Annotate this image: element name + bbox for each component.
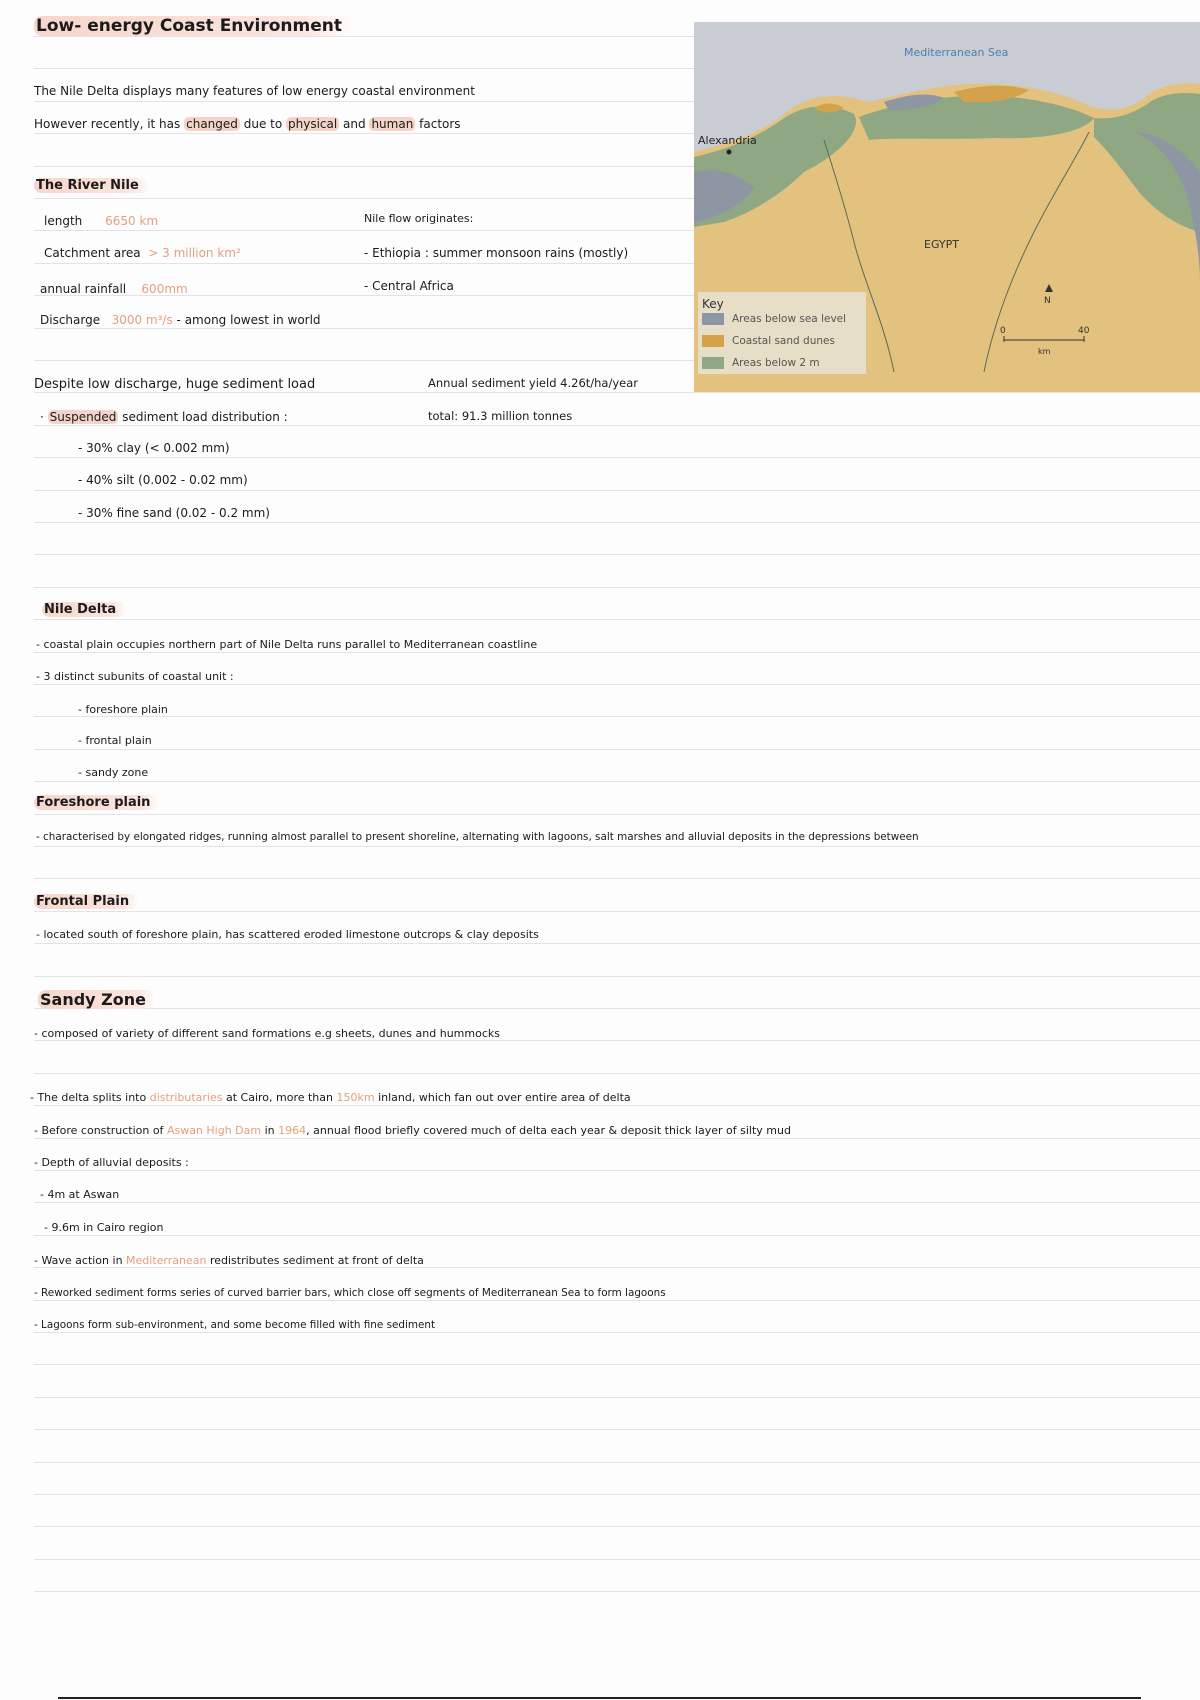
ruled-line: [34, 652, 1200, 653]
catchment-row: Catchment area > 3 million km²: [44, 246, 241, 260]
bottom-divider: [58, 1697, 1141, 1699]
foreshore-text: - characterised by elongated ridges, running almost parallel to present shoreline, alternating with lagoons, salt marshes and alluvial deposits in the depressions between: [36, 831, 919, 843]
ruled-line: [34, 1429, 1200, 1430]
ruled-line: [34, 1008, 1200, 1009]
ruled-line: [34, 1462, 1200, 1463]
ruled-line: [34, 1105, 1200, 1106]
note-depth: - Depth of alluvial deposits :: [34, 1156, 189, 1169]
map-country-label: EGYPT: [924, 238, 959, 251]
ruled-line: [34, 1202, 1200, 1203]
ruled-line: [34, 619, 1200, 620]
ruled-line: [34, 911, 1200, 912]
heading-nile-delta: Nile Delta: [42, 602, 126, 617]
page-title: Low- energy Coast Environment: [34, 16, 352, 36]
ruled-line: [34, 522, 1200, 523]
intro-line-1: The Nile Delta displays many features of low energy coastal environment: [34, 84, 475, 98]
heading-foreshore: Foreshore plain: [34, 795, 160, 810]
highlight-human: human: [371, 117, 414, 131]
highlight-suspended: Suspended: [49, 410, 117, 424]
origin-ethiopia: - Ethiopia : summer monsoon rains (mostly): [364, 246, 629, 260]
key-swatch-below-sea-level: [702, 313, 724, 325]
map-scale-unit: km: [1038, 347, 1051, 356]
heading-sandy: Sandy Zone: [38, 990, 156, 1009]
sandy-text: - composed of variety of different sand formations e.g sheets, dunes and hummocks: [34, 1027, 500, 1040]
discharge-value: 3000 m³/s: [111, 313, 173, 327]
note-depth-cairo: - 9.6m in Cairo region: [44, 1221, 164, 1234]
origin-central-africa: - Central Africa: [364, 279, 454, 293]
sediment-item-clay: - 30% clay (< 0.002 mm): [78, 441, 230, 455]
ruled-line: [34, 587, 1200, 588]
note-barrier-bars: - Reworked sediment forms series of curved barrier bars, which close off segments of Mediterranean Sea to form lagoons: [34, 1287, 666, 1299]
map-sea-label: Mediterranean Sea: [904, 46, 1009, 59]
sediment-total: total: 91.3 million tonnes: [428, 409, 573, 423]
ruled-line: [34, 554, 1200, 555]
note-distributaries: - The delta splits into distributaries at Cairo, more than 150km inland, which fan out over entire area of delta: [30, 1091, 631, 1104]
ruled-line: [34, 1591, 1200, 1592]
ruled-line: [34, 878, 1200, 879]
note-aswan-dam: - Before construction of Aswan High Dam in 1964, annual flood briefly covered much of delta each year & deposit thick layer of silty mud: [34, 1124, 791, 1137]
ruled-line: [34, 457, 1200, 458]
ruled-line: [34, 814, 1200, 815]
nile-delta-map: [694, 22, 1200, 392]
ruled-line: [34, 846, 1200, 847]
ruled-line: [34, 1073, 1200, 1074]
subunit-foreshore: - foreshore plain: [78, 703, 168, 716]
note-wave-action: - Wave action in Mediterranean redistributes sediment at front of delta: [34, 1254, 424, 1267]
sediment-distribution: · Suspended sediment load distribution :: [40, 410, 288, 424]
ruled-line: [34, 1138, 1200, 1139]
ruled-line: [34, 1494, 1200, 1495]
note-depth-aswan: - 4m at Aswan: [40, 1188, 120, 1201]
heading-frontal: Frontal Plain: [34, 894, 139, 909]
map-city-label: Alexandria: [698, 134, 757, 147]
ruled-line: [34, 1235, 1200, 1236]
highlight-physical: physical: [288, 117, 338, 131]
map-key-label-2: Coastal sand dunes: [732, 335, 835, 347]
map-key-label-1: Areas below sea level: [732, 313, 847, 325]
ruled-line: [34, 1332, 1200, 1333]
length-value: 6650 km: [105, 214, 159, 228]
ruled-line: [34, 976, 1200, 977]
ruled-line: [34, 716, 1200, 717]
ruled-line: [34, 781, 1200, 782]
rainfall-value: 600mm: [141, 282, 188, 296]
frontal-text: - located south of foreshore plain, has scattered eroded limestone outcrops & clay deposits: [36, 928, 539, 941]
map-scale-start: 0: [1000, 326, 1006, 336]
ruled-line: [34, 1526, 1200, 1527]
delta-line-1: - coastal plain occupies northern part of Nile Delta runs parallel to Mediterranean coastline: [36, 638, 538, 651]
ruled-line: [34, 1364, 1200, 1365]
length-row: length 6650 km: [44, 214, 159, 228]
sediment-item-sand: - 30% fine sand (0.02 - 0.2 mm): [78, 506, 270, 520]
ruled-line: [34, 1559, 1200, 1560]
discharge-row: Discharge 3000 m³/s - among lowest in world: [40, 313, 321, 327]
ruled-line: [34, 392, 1200, 393]
rainfall-row: annual rainfall 600mm: [40, 282, 188, 296]
map-north-label: N: [1044, 296, 1051, 306]
ruled-line: [34, 490, 1200, 491]
ruled-line: [34, 1170, 1200, 1171]
ruled-line: [34, 1397, 1200, 1398]
map-key-label-3: Areas below 2 m: [732, 357, 820, 369]
catchment-value: > 3 million km²: [148, 246, 241, 260]
key-swatch-coastal-dunes: [702, 335, 724, 347]
ruled-line: [34, 684, 1200, 685]
map-key-title: Key: [702, 297, 724, 311]
alexandria-marker: [727, 150, 732, 155]
ruled-line: [34, 425, 1200, 426]
ruled-line: [34, 943, 1200, 944]
key-swatch-below-2m: [702, 357, 724, 369]
sediment-line: Despite low discharge, huge sediment load: [34, 377, 316, 392]
delta-line-2: - 3 distinct subunits of coastal unit :: [36, 670, 234, 683]
origin-title: Nile flow originates:: [364, 212, 474, 225]
sediment-item-silt: - 40% silt (0.002 - 0.02 mm): [78, 473, 248, 487]
ruled-line: [34, 749, 1200, 750]
intro-line-2: However recently, it has changed due to physical and human factors: [34, 117, 461, 131]
ruled-line: [34, 1300, 1200, 1301]
note-lagoons: - Lagoons form sub-environment, and some become filled with fine sediment: [34, 1319, 436, 1331]
map-scale-end: 40: [1078, 326, 1090, 336]
highlight-changed: changed: [186, 117, 238, 131]
subunit-sandy: - sandy zone: [78, 766, 149, 779]
subunit-frontal: - frontal plain: [78, 734, 152, 747]
heading-river-nile: The River Nile: [34, 178, 149, 193]
sediment-yield: Annual sediment yield 4.26t/ha/year: [428, 376, 639, 390]
